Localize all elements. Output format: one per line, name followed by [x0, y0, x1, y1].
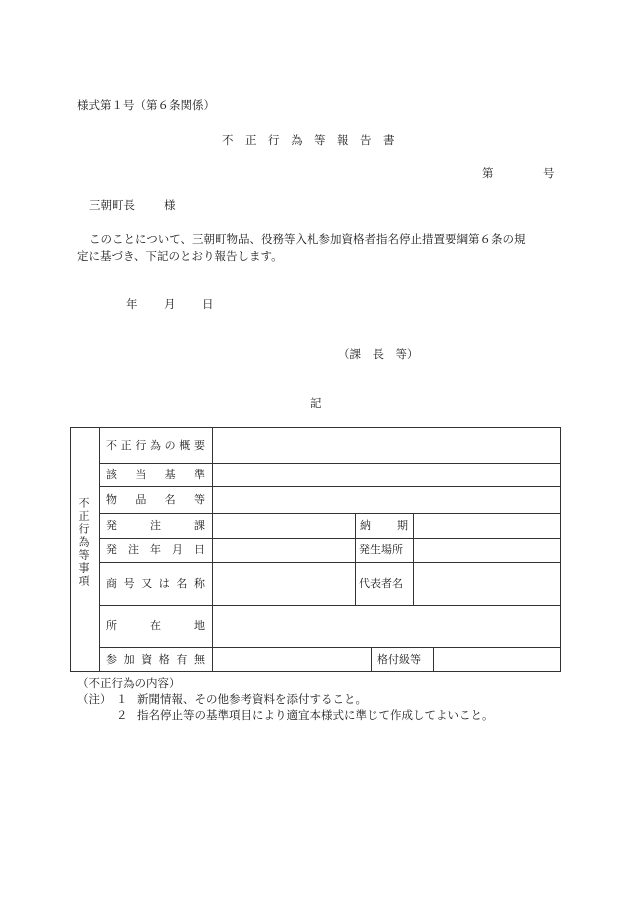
reporter-title: （課 長 等） — [338, 347, 419, 361]
note-2-text: 指名停止等の基準項目により適宜本様式に準じて作成してよいこと。 — [137, 708, 494, 722]
label-hacchu-nengappi: 発 注 年 月 日 — [106, 543, 205, 556]
field-hacchu-nengappi[interactable] — [213, 539, 355, 562]
form-number: 様式第１号（第６条関係） — [77, 98, 215, 112]
ki-heading: 記 — [310, 396, 322, 410]
label-noki: 納 期 — [360, 519, 408, 532]
doc-number-dai: 第 — [482, 166, 494, 180]
doc-number-go: 号 — [543, 166, 555, 180]
label-daihyo: 代表者名 — [359, 577, 403, 590]
field-noki[interactable] — [414, 514, 560, 538]
field-hinmei[interactable] — [213, 487, 560, 513]
addressee-name: 三朝町長 — [89, 198, 135, 212]
note-2-num: ２ — [116, 708, 128, 722]
addressee-honorific: 様 — [164, 198, 176, 212]
side-label-fusei-koui: 不正行為等事項 — [77, 497, 90, 588]
field-hacchu-ka[interactable] — [213, 514, 355, 538]
field-hassei-basho[interactable] — [414, 539, 560, 562]
label-hinmei: 物 品 名 等 — [106, 493, 205, 506]
label-shozaichi: 所 在 地 — [106, 619, 205, 632]
date-day: 日 — [202, 297, 214, 311]
label-shikaku: 参 加 資 格 有 無 — [106, 653, 205, 666]
date-month: 月 — [164, 297, 176, 311]
notes-prefix: （注） — [77, 692, 112, 706]
label-kakuzuke: 格付級等 — [377, 653, 421, 666]
label-gaiyou: 不 正 行 為 の 概 要 — [106, 439, 205, 452]
label-shogo: 商 号 又 は 名 称 — [106, 577, 205, 590]
footnote-caption: （不正行為の内容） — [77, 676, 181, 690]
field-shozaichi[interactable] — [213, 606, 560, 647]
note-1-text: 新聞情報、その他参考資料を添付すること。 — [137, 692, 367, 706]
date-year: 年 — [126, 297, 138, 311]
field-gaiyou[interactable] — [213, 428, 560, 463]
note-1-num: １ — [116, 692, 128, 706]
body-text-line1: このことについて、三朝町物品、役務等入札参加資格者指名停止措置要綱第６条の規 — [89, 232, 526, 246]
field-kijun[interactable] — [213, 464, 560, 486]
page-title: 不 正 行 為 等 報 告 書 — [222, 133, 395, 147]
field-kakuzuke[interactable] — [434, 648, 560, 671]
label-hacchu-ka: 発 注 課 — [106, 519, 205, 532]
field-daihyo[interactable] — [414, 563, 560, 605]
body-text-line2: 定に基づき、下記のとおり報告します。 — [77, 249, 283, 263]
label-kijun: 該 当 基 準 — [106, 468, 205, 481]
label-hassei-basho: 発生場所 — [359, 543, 403, 556]
field-shogo[interactable] — [213, 563, 355, 605]
field-shikaku[interactable] — [213, 648, 371, 671]
